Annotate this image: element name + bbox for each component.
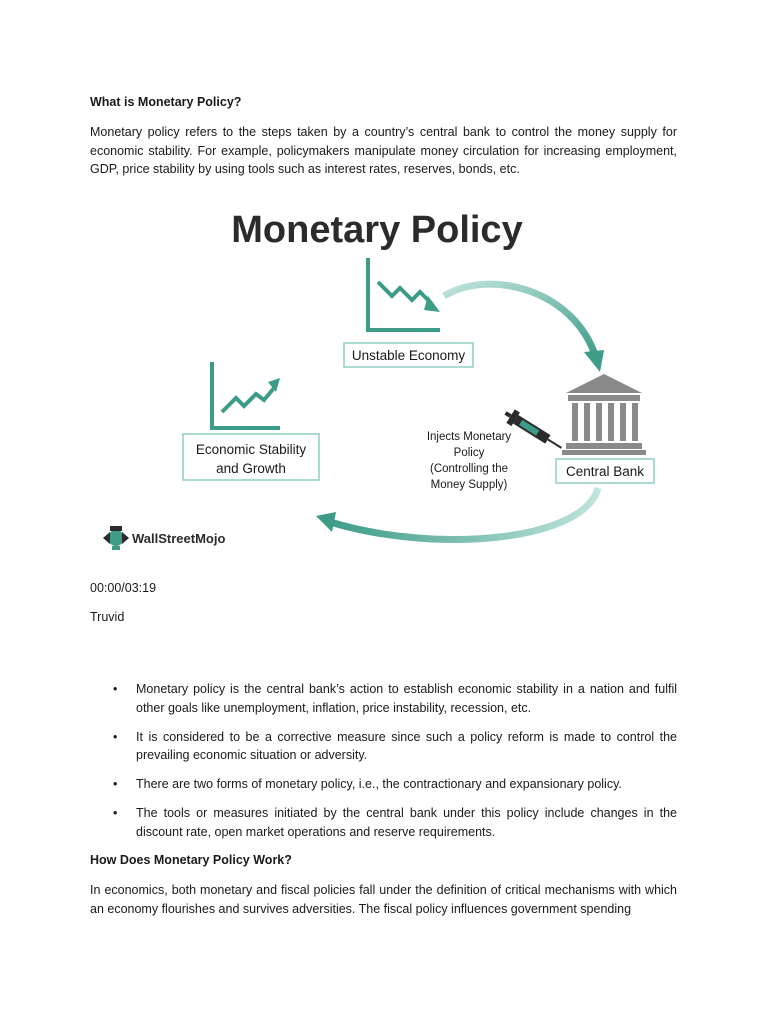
declining-chart-icon xyxy=(368,258,440,330)
svg-text:Policy: Policy xyxy=(453,447,485,459)
arrow-head-icon xyxy=(316,512,336,532)
section-heading-what-is: What is Monetary Policy? xyxy=(90,95,242,109)
video-time: 00:00/03:19 xyxy=(90,581,157,595)
svg-text:Injects Monetary: Injects Monetary xyxy=(426,431,512,443)
svg-text:WallStreetMojo: WallStreetMojo xyxy=(132,531,226,546)
video-brand: Truvid xyxy=(90,610,125,624)
bullet-icon: • xyxy=(113,729,118,744)
arrow-to-stability xyxy=(330,488,598,539)
central-bank-label: Central Bank xyxy=(565,464,645,479)
bullet-icon: • xyxy=(113,777,118,792)
key-points-list xyxy=(90,680,677,852)
intro-paragraph: Monetary policy refers to the steps taken by a country’s central bank to control the money supply for economic stability. For example, policymakers manipulate money circulation for increasing employment, GDP, price stability by using tools such as interest rates, reserves, bonds, etc. xyxy=(90,125,677,177)
arrow-head-icon xyxy=(584,350,604,372)
list-item: • The tools or measures initiated by the central bank under this policy include changes in the discount rate, open market operations and reserve requirements. xyxy=(113,806,677,840)
stability-label-line1: Economic Stability xyxy=(195,442,307,457)
svg-text:(Controlling the: (Controlling the xyxy=(430,463,508,475)
stability-label-line2: and Growth xyxy=(216,461,286,476)
rising-chart-icon xyxy=(212,362,280,428)
bullet-icon: • xyxy=(113,806,118,821)
section-heading-how-works: How Does Monetary Policy Work? xyxy=(90,853,292,867)
svg-text:Money Supply): Money Supply) xyxy=(430,479,508,491)
how-works-paragraph: In economics, both monetary and fiscal policies fall under the definition of critical mechanisms with which an economy flourishes and survives adversities. The fiscal policy influences government spending xyxy=(90,883,677,916)
unstable-economy-label: Unstable Economy xyxy=(351,348,466,363)
list-item: • Monetary policy is the central bank’s action to establish economic stability in a nation and fulfil other goals like unemployment, inflation, price instability, recession, etc. xyxy=(113,682,677,715)
bank-building-icon xyxy=(562,374,646,455)
list-item: • There are two forms of monetary policy, i.e., the contractionary and expansionary policy. xyxy=(90,775,677,794)
bullet-icon: • xyxy=(113,682,118,696)
list-item: • It is considered to be a corrective measure since such a policy reform is made to control the prevailing economic situation or adversity. xyxy=(113,729,677,763)
wallstreetmojo-logo xyxy=(103,526,225,550)
inject-policy-text xyxy=(427,431,512,491)
diagram-title: Monetary Policy xyxy=(231,209,523,251)
monetary-policy-diagram xyxy=(95,195,675,560)
